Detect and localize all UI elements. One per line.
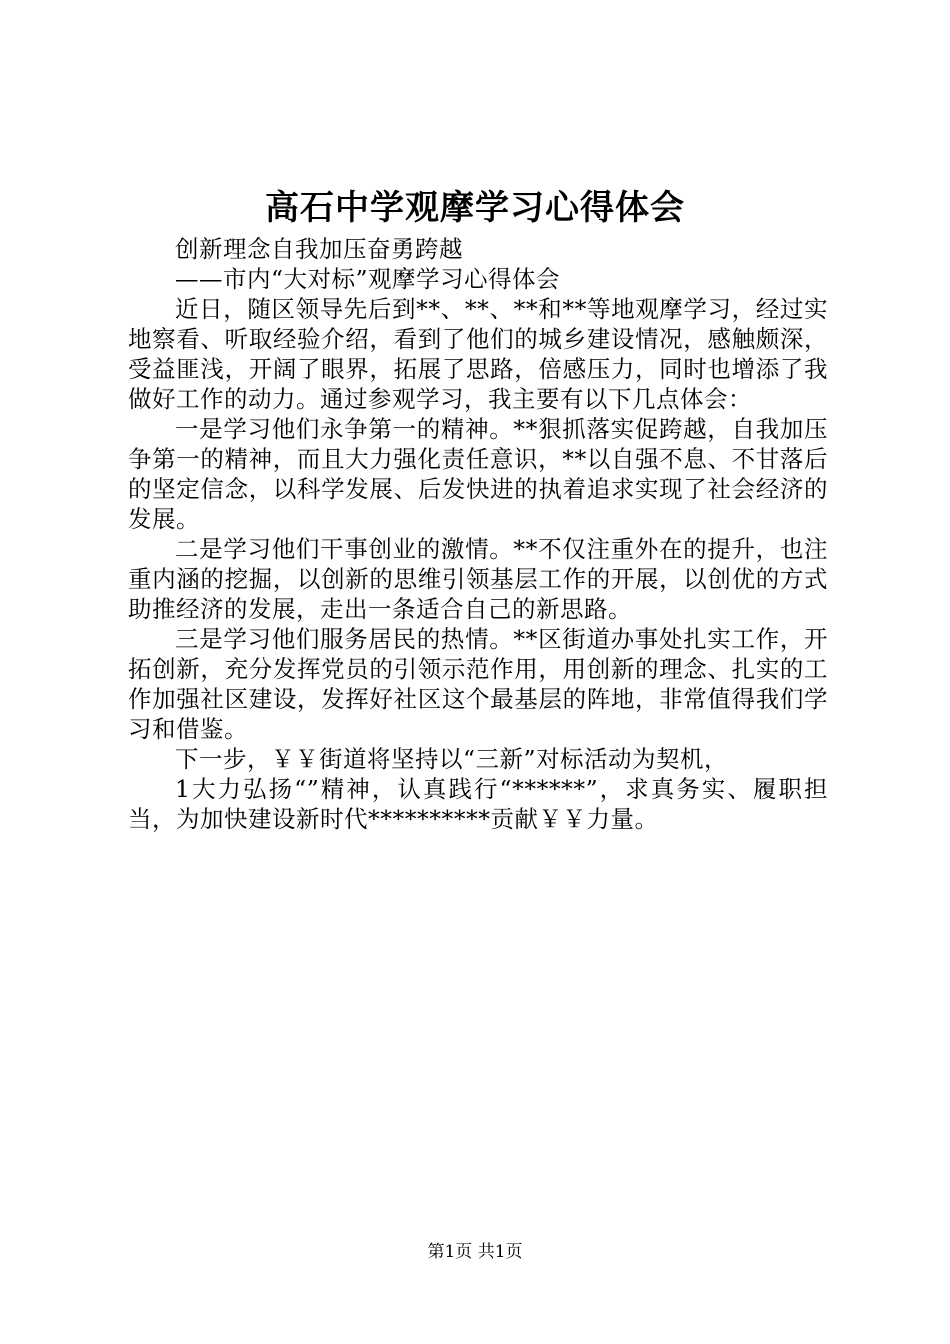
page-footer: 第1页 共1页 <box>427 1242 523 1262</box>
paragraph-next-step: 下一步，￥￥街道将坚持以“三新”对标活动为契机， <box>175 745 729 773</box>
paragraph-intro: 近日，随区领导先后到**、**、**和**等地观摩学习，经过实地察看、听取经验介绍，看到了他们的城乡建设情况，感触颇深，受益匪浅，开阔了眼界，拓展了思路，倍感压力，同时也增添了我做好工作的动力。通过参观学习，我主要有以下几点体会： <box>128 295 828 413</box>
document-body <box>128 234 828 834</box>
paragraph-conclusion: 1大力弘扬“”精神，认真践行“******”，求真务实、履职担当，为加快建设新时代**********贡献￥￥力量。 <box>128 775 828 833</box>
paragraph-point-three: 三是学习他们服务居民的热情。**区街道办事处扎实工作，开拓创新，充分发挥党员的引领示范作用，用创新的理念、扎实的工作加强社区建设，发挥好社区这个最基层的阵地，非常值得我们学习和借鉴。 <box>128 625 828 743</box>
paragraph-point-two: 二是学习他们干事创业的激情。**不仅注重外在的提升，也注重内涵的挖掘，以创新的思维引领基层工作的开展，以创优的方式助推经济的发展，走出一条适合自己的新思路。 <box>128 535 828 623</box>
document-subtitle: 创新理念自我加压奋勇跨越 <box>175 235 463 263</box>
document-subheading: ——市内“大对标”观摩学习心得体会 <box>175 265 561 293</box>
paragraph-point-one: 一是学习他们永争第一的精神。**狠抓落实促跨越，自我加压争第一的精神，而且大力强化责任意识，**以自强不息、不甘落后的坚定信念，以科学发展、后发快进的执着追求实现了社会经济的发展。 <box>128 415 828 533</box>
document-title: 高石中学观摩学习心得体会 <box>265 188 685 228</box>
